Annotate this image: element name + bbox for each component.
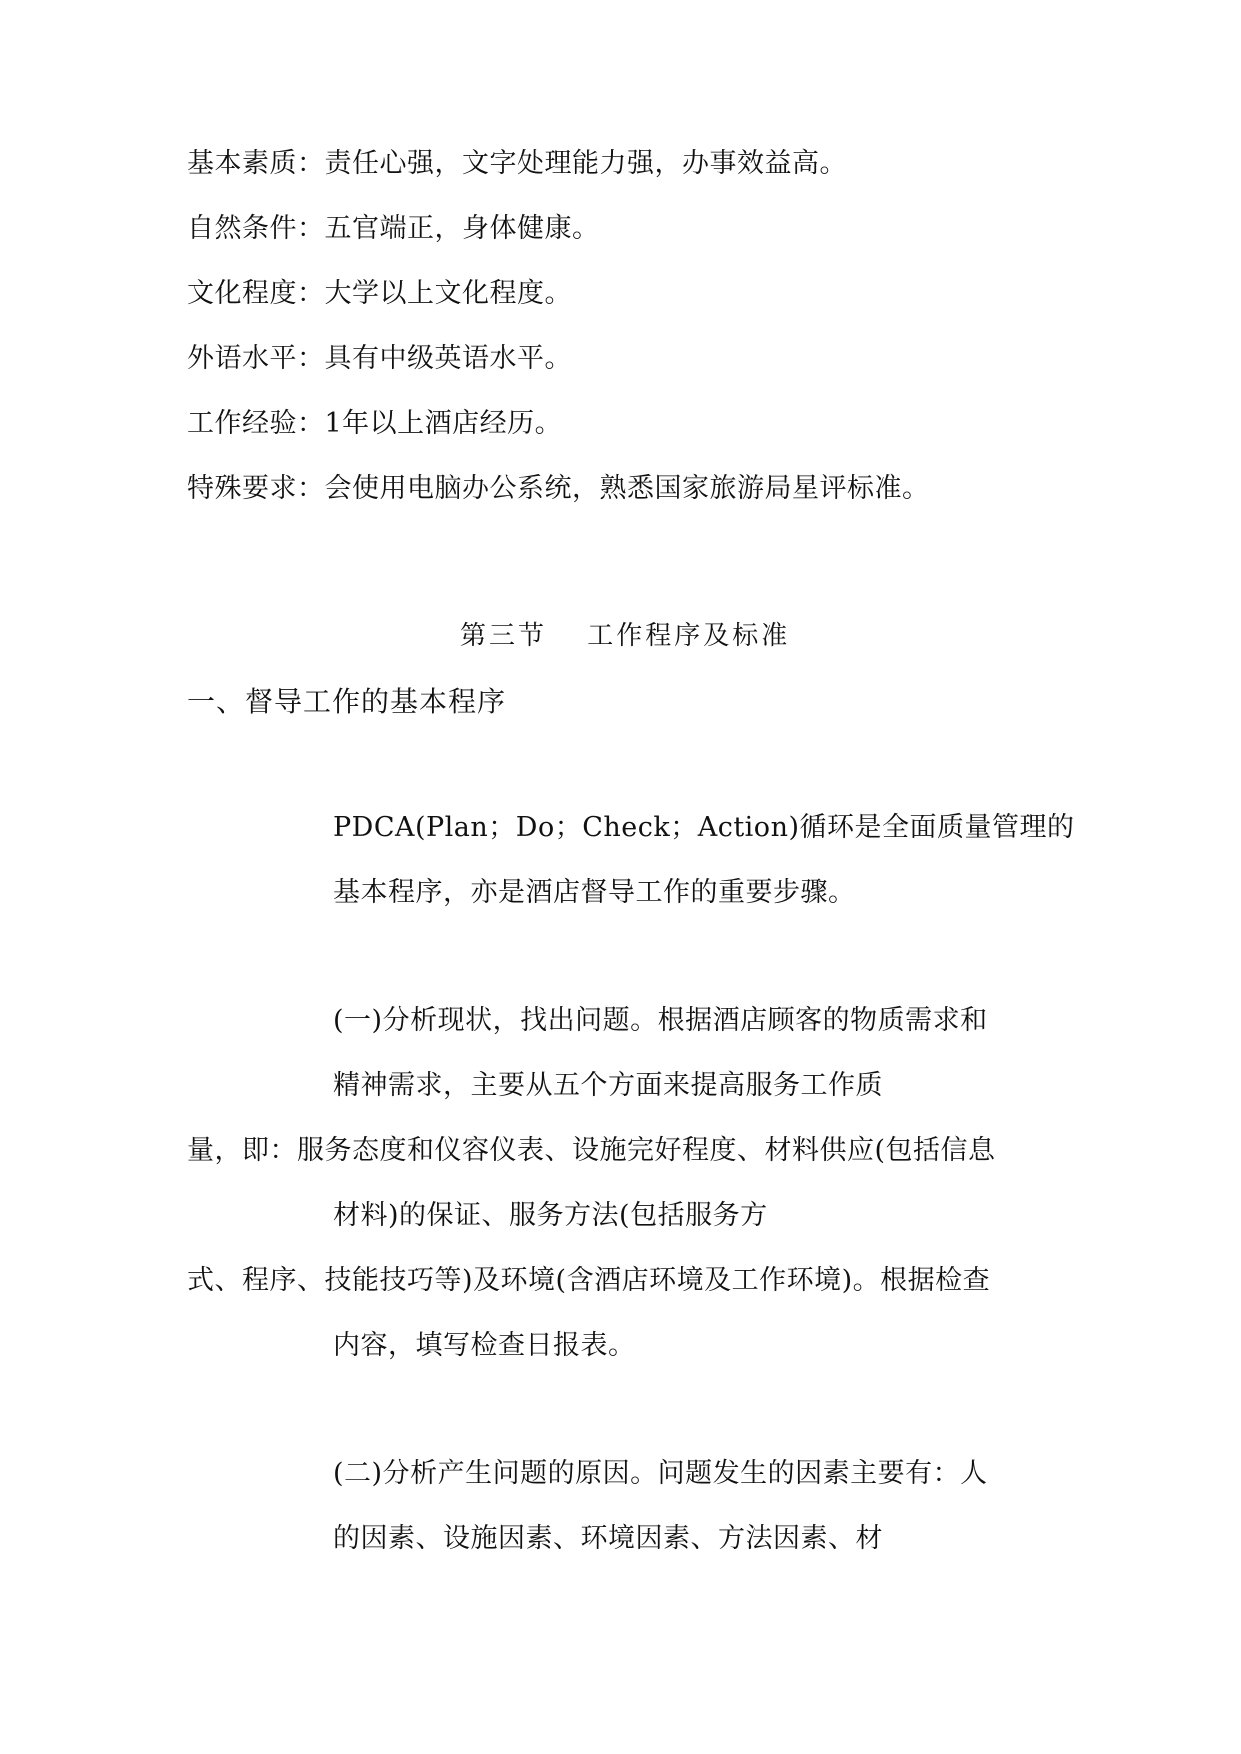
requirement-natural-condition	[187, 211, 600, 247]
paragraph-line: PDCA(Plan；Do；Check；Action)循环是全面质量管理的	[333, 812, 1075, 843]
heading: 一、督导工作的基本程序	[187, 685, 507, 718]
requirement-label: 特殊要求：	[187, 473, 325, 504]
paragraph-line: 量，即：服务态度和仪容仪表、设施完好程度、材料供应(包括信息	[187, 1135, 996, 1166]
requirement-experience	[187, 406, 562, 442]
paragraph-line: 基本程序，亦是酒店督导工作的重要步骤。	[333, 877, 856, 908]
paragraph-line: 的因素、设施因素、环境因素、方法因素、材	[333, 1523, 883, 1554]
requirement-label: 外语水平：	[187, 343, 325, 374]
requirement-language	[187, 341, 572, 377]
requirement-special	[187, 471, 930, 507]
requirement-value: 具有中级英语水平。	[324, 343, 572, 374]
paragraph-line: (二)分析产生问题的原因。问题发生的因素主要有：人	[333, 1458, 988, 1489]
paragraph-line: (一)分析现状，找出问题。根据酒店顾客的物质需求和	[333, 1005, 988, 1036]
paragraph-line: 材料)的保证、服务方法(包括服务方	[333, 1200, 768, 1231]
requirement-basic-quality	[187, 146, 847, 182]
requirement-education	[187, 276, 572, 312]
requirement-label: 自然条件：	[187, 213, 325, 244]
paragraph-line: 内容，填写检查日报表。	[333, 1330, 636, 1361]
requirement-value: 大学以上文化程度。	[324, 278, 572, 309]
paragraph-line: 精神需求，主要从五个方面来提高服务工作质	[333, 1070, 883, 1101]
requirement-label: 基本素质：	[187, 148, 325, 179]
requirement-value: 五官端正，身体健康。	[324, 213, 600, 244]
requirement-value: 责任心强，文字处理能力强，办事效益高。	[324, 148, 847, 179]
requirement-label: 文化程度：	[187, 278, 325, 309]
paragraph-line: 式、程序、技能技巧等)及环境(含酒店环境及工作环境)。根据检查	[187, 1265, 991, 1296]
requirement-label: 工作经验：	[187, 408, 325, 439]
requirement-value: 会使用电脑办公系统，熟悉国家旅游局星评标准。	[324, 473, 930, 504]
section-title: 第三节 工作程序及标准	[460, 621, 791, 651]
requirement-value: 1年以上酒店经历。	[324, 408, 563, 439]
